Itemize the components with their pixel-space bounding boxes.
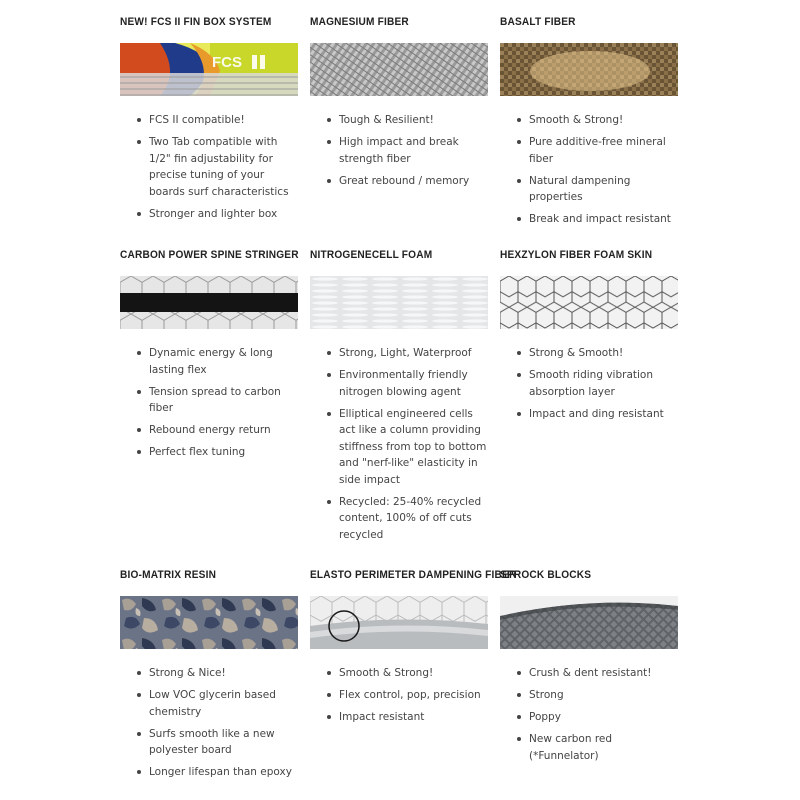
feature-list [310,112,489,195]
sprock-blocks-image [500,596,678,649]
material-card [310,249,488,541]
svg-text:FCS: FCS [212,54,242,71]
list-item: Poppy [529,709,679,726]
feature-list [120,345,299,466]
list-item: Great rebound / memory [339,173,489,190]
material-title: MAGNESIUM FIBER [310,16,409,28]
feature-list [120,665,299,786]
material-title: SPROCK BLOCKS [500,569,592,581]
material-title: BIO-MATRIX RESIN [120,569,217,581]
material-title: NITROGENECELL FOAM [310,249,433,261]
carbon-stringer-image [120,276,298,329]
list-item: Break and impact resistant [529,211,679,228]
feature-list [500,345,679,428]
list-item: Pure additive-free mineral fiber [529,134,679,167]
list-item: Perfect flex tuning [149,444,299,461]
list-item: Smooth riding vibration absorption layer [529,367,679,400]
list-item: High impact and break strength fiber [339,134,489,167]
list-item: Flex control, pop, precision [339,687,489,704]
material-card [500,569,678,762]
material-card [120,16,298,220]
list-item: Impact resistant [339,709,489,726]
list-item: Two Tab compatible with 1/2" fin adjustability for precise tuning of your boards surf characteristics [149,134,299,200]
fcs-fin-image [120,43,298,96]
list-item: Strong [529,687,679,704]
material-title: ELASTO PERIMETER DAMPENING FIBER [310,569,517,581]
list-item: Tension spread to carbon fiber [149,384,299,417]
list-item: FCS II compatible! [149,112,299,129]
list-item: Impact and ding resistant [529,406,679,423]
material-card [500,16,678,225]
nitrogen-foam-image [310,276,488,329]
magnesium-weave-image [310,43,488,96]
material-card [120,249,299,458]
material-card [120,569,298,778]
list-item: New carbon red (*Funnelator) [529,731,679,764]
feature-list [120,112,299,228]
basalt-weave-image [500,43,678,96]
material-card [310,569,517,723]
list-item: Smooth & Strong! [529,112,679,129]
list-item: Stronger and lighter box [149,206,299,223]
material-title: BASALT FIBER [500,16,576,28]
list-item: Strong, Light, Waterproof [339,345,489,362]
feature-list [310,665,489,731]
material-title: HEXZYLON FIBER FOAM SKIN [500,249,653,261]
list-item: Natural dampening properties [529,173,679,206]
material-title: CARBON POWER SPINE STRINGER [120,249,299,261]
list-item: Surfs smooth like a new polyester board [149,726,299,759]
list-item: Crush & dent resistant! [529,665,679,682]
hex-skin-image [500,276,678,329]
list-item: Dynamic energy & long lasting flex [149,345,299,378]
list-item: Strong & Nice! [149,665,299,682]
list-item: Tough & Resilient! [339,112,489,129]
list-item: Longer lifespan than epoxy [149,764,299,781]
material-card [500,249,678,420]
list-item: Smooth & Strong! [339,665,489,682]
list-item: Environmentally friendly nitrogen blowing agent [339,367,489,400]
elasto-rail-image [310,596,488,649]
list-item: Recycled: 25-40% recycled content, 100% of off cuts recycled [339,494,489,544]
feature-list [310,345,489,549]
list-item: Strong & Smooth! [529,345,679,362]
bio-resin-image [120,596,298,649]
feature-list [500,112,679,233]
material-title: NEW! FCS II FIN BOX SYSTEM [120,16,272,28]
list-item: Elliptical engineered cells act like a column providing stiffness from top to bottom and "nerf-like" elasticity in side impact [339,406,489,489]
feature-list [500,665,679,770]
material-card [310,16,488,187]
list-item: Rebound energy return [149,422,299,439]
list-item: Low VOC glycerin based chemistry [149,687,299,720]
